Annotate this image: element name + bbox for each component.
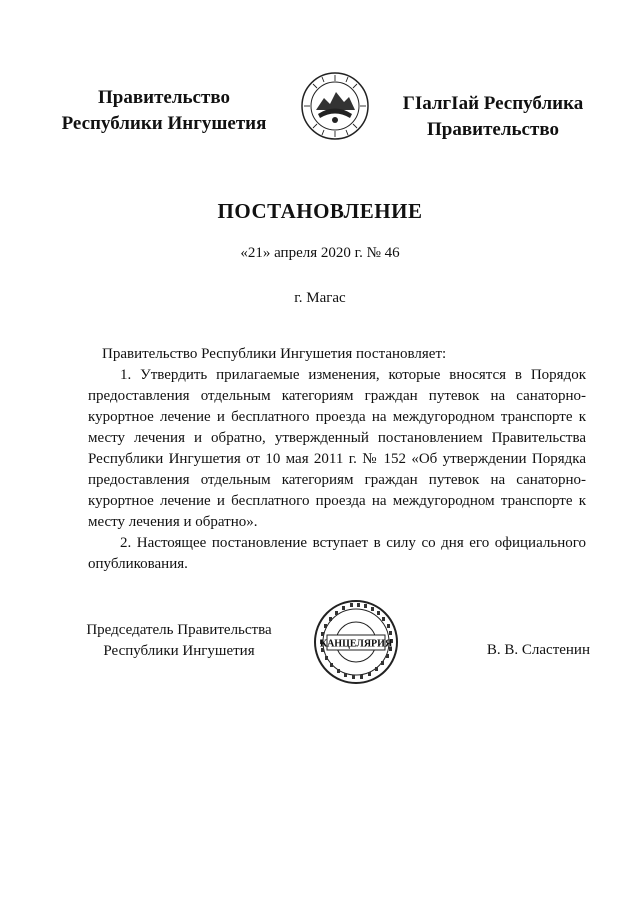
office-seal-stamp-icon: [313, 598, 399, 686]
stamp-center-text: КАНЦЕЛЯРИЯ: [319, 638, 393, 650]
paragraph-1: 1. Утвердить прилагаемые изменения, которые вносятся в Порядок предоставления отдельным категориям граждан путевок на санаторно-курортное лечение и бесплатного проезда на междугородном транспорте к месту лечения и обратно, утвержденный постановлением Правительства Республики Ингушетия от 10 мая 2011 г. № 152 «Об утверждении Порядка предоставления отдельным категориям граждан путевок на санаторно-курортное лечение и бесплатного проезда на междугородном транспорте к месту лечения и обратно».: [88, 367, 586, 530]
signatory-name: В. В. Сластенин: [486, 642, 590, 658]
intro-line: Правительство Республики Ингушетия постановляет:: [102, 346, 447, 362]
signatory-position: [70, 620, 288, 662]
header-right-line1: ГӀалгӀай Республика: [402, 93, 584, 114]
ingushetia-coat-of-arms-icon: [300, 70, 370, 142]
document-date-number: «21» апреля 2020 г. № 46: [240, 245, 400, 261]
header-left-line1: Правительство: [98, 87, 230, 108]
signatory-position-line2: Республики Ингушетия: [103, 643, 255, 659]
signatory-position-line1: Председатель Правительства: [86, 622, 272, 638]
document-title: ПОСТАНОВЛЕНИЕ: [217, 199, 423, 223]
document-city: г. Магас: [294, 290, 346, 306]
document-body: [88, 344, 586, 575]
paragraph-2: 2. Настоящее постановление вступает в силу со дня его официального опубликования.: [88, 535, 586, 572]
header-left-line2: Республики Ингушетия: [61, 113, 267, 134]
header-right: [394, 91, 592, 143]
header-right-line2: Правительство: [427, 119, 559, 140]
header-left: [58, 85, 270, 137]
